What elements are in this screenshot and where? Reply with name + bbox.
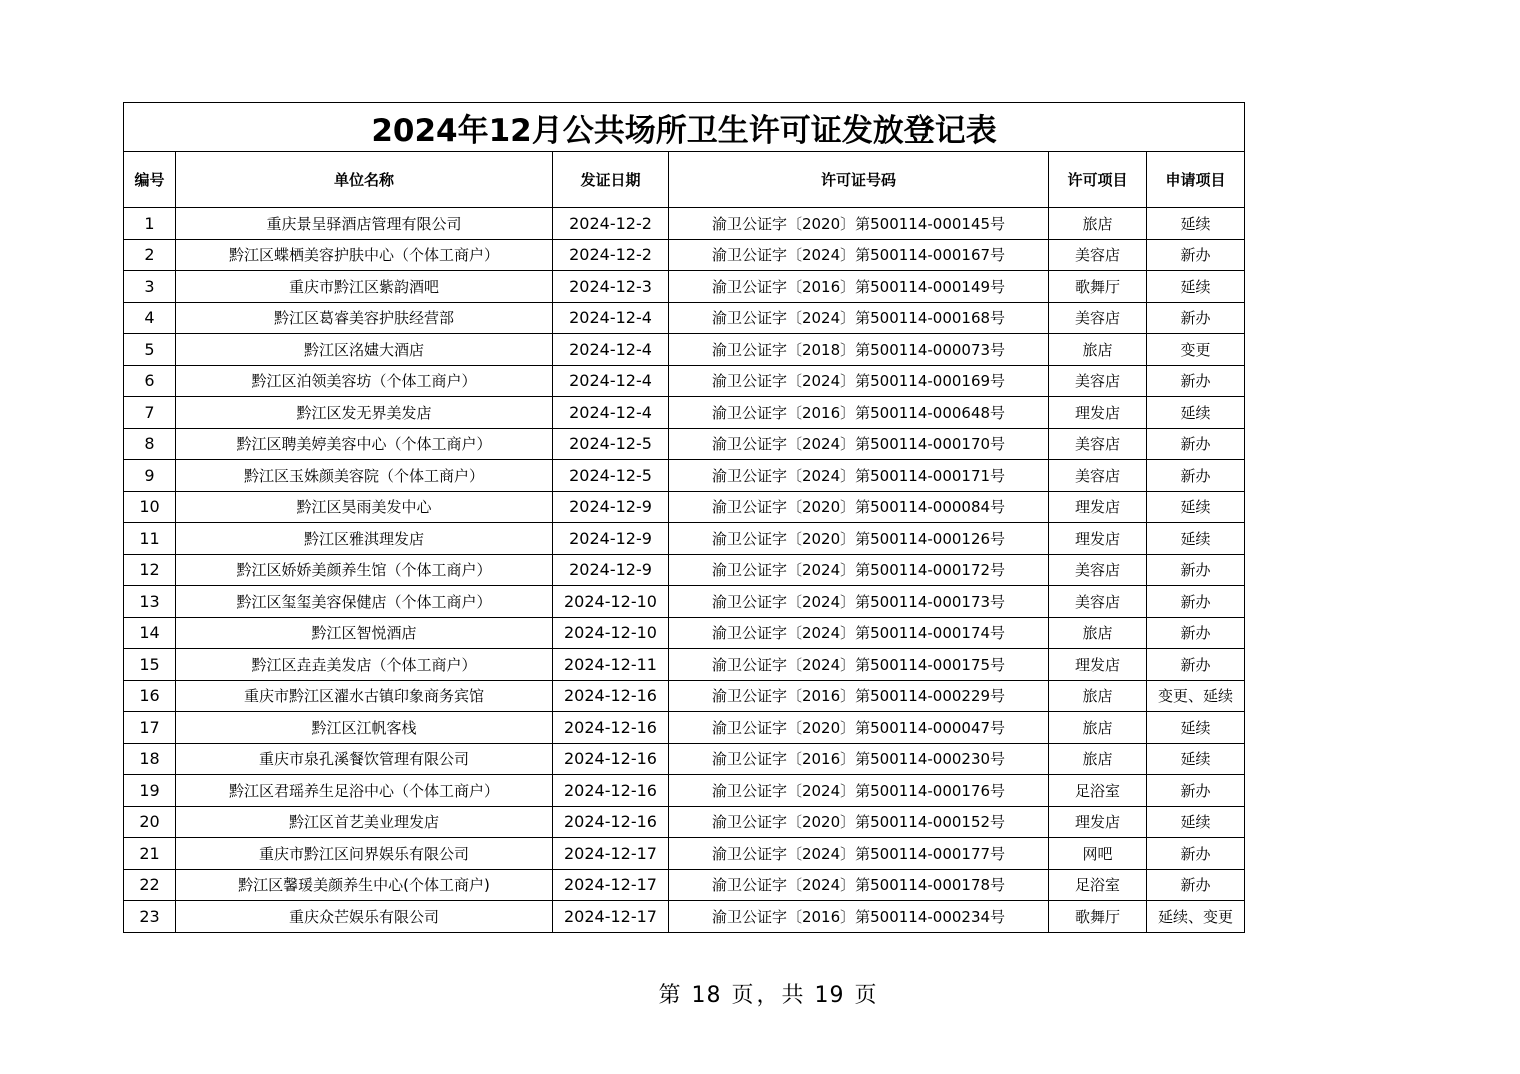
table-row bbox=[124, 397, 1245, 429]
cell-license-number: 渝卫公证字〔2024〕第500114-000169号 bbox=[669, 365, 1049, 397]
cell-unit-name: 黔江区首艺美业理发店 bbox=[176, 806, 553, 838]
cell-unit-name: 黔江区君瑶养生足浴中心（个体工商户） bbox=[176, 775, 553, 807]
cell-issue-date: 2024-12-5 bbox=[553, 428, 669, 460]
cell-number: 8 bbox=[124, 428, 176, 460]
cell-license-number: 渝卫公证字〔2020〕第500114-000047号 bbox=[669, 712, 1049, 744]
cell-unit-name: 黔江区垚垚美发店（个体工商户） bbox=[176, 649, 553, 681]
cell-license-item: 理发店 bbox=[1049, 397, 1147, 429]
cell-application-item: 新办 bbox=[1147, 869, 1245, 901]
cell-number: 18 bbox=[124, 743, 176, 775]
header-row bbox=[124, 152, 1245, 208]
cell-application-item: 延续 bbox=[1147, 743, 1245, 775]
table-row bbox=[124, 649, 1245, 681]
cell-application-item: 新办 bbox=[1147, 649, 1245, 681]
header-application-item: 申请项目 bbox=[1147, 152, 1245, 208]
cell-unit-name: 重庆众芒娱乐有限公司 bbox=[176, 901, 553, 933]
table-row bbox=[124, 302, 1245, 334]
cell-issue-date: 2024-12-9 bbox=[553, 491, 669, 523]
cell-unit-name: 黔江区玺玺美容保健店（个体工商户） bbox=[176, 586, 553, 618]
cell-number: 9 bbox=[124, 460, 176, 492]
cell-unit-name: 黔江区玉姝颜美容院（个体工商户） bbox=[176, 460, 553, 492]
cell-unit-name: 黔江区娇娇美颜养生馆（个体工商户） bbox=[176, 554, 553, 586]
cell-application-item: 新办 bbox=[1147, 239, 1245, 271]
cell-application-item: 新办 bbox=[1147, 460, 1245, 492]
cell-application-item: 变更 bbox=[1147, 334, 1245, 366]
cell-application-item: 变更、延续 bbox=[1147, 680, 1245, 712]
cell-unit-name: 黔江区江帆客栈 bbox=[176, 712, 553, 744]
cell-number: 15 bbox=[124, 649, 176, 681]
cell-license-number: 渝卫公证字〔2024〕第500114-000173号 bbox=[669, 586, 1049, 618]
cell-unit-name: 黔江区泊领美容坊（个体工商户） bbox=[176, 365, 553, 397]
cell-license-item: 足浴室 bbox=[1049, 775, 1147, 807]
cell-license-number: 渝卫公证字〔2024〕第500114-000178号 bbox=[669, 869, 1049, 901]
cell-license-item: 旅店 bbox=[1049, 208, 1147, 240]
table-row bbox=[124, 743, 1245, 775]
cell-issue-date: 2024-12-16 bbox=[553, 806, 669, 838]
header-unit-name: 单位名称 bbox=[176, 152, 553, 208]
cell-issue-date: 2024-12-10 bbox=[553, 586, 669, 618]
register-sheet bbox=[123, 102, 1244, 933]
cell-license-item: 旅店 bbox=[1049, 680, 1147, 712]
cell-issue-date: 2024-12-4 bbox=[553, 365, 669, 397]
footer-total-prefix: 共 bbox=[781, 983, 805, 1008]
cell-license-item: 网吧 bbox=[1049, 838, 1147, 870]
cell-unit-name: 重庆景呈驿酒店管理有限公司 bbox=[176, 208, 553, 240]
table-row bbox=[124, 617, 1245, 649]
cell-number: 3 bbox=[124, 271, 176, 303]
cell-application-item: 延续 bbox=[1147, 806, 1245, 838]
cell-issue-date: 2024-12-16 bbox=[553, 712, 669, 744]
cell-number: 6 bbox=[124, 365, 176, 397]
cell-license-number: 渝卫公证字〔2024〕第500114-000175号 bbox=[669, 649, 1049, 681]
cell-license-item: 美容店 bbox=[1049, 586, 1147, 618]
cell-license-item: 美容店 bbox=[1049, 239, 1147, 271]
cell-license-number: 渝卫公证字〔2016〕第500114-000234号 bbox=[669, 901, 1049, 933]
cell-license-item: 理发店 bbox=[1049, 523, 1147, 555]
cell-application-item: 延续 bbox=[1147, 208, 1245, 240]
cell-unit-name: 黔江区发无界美发店 bbox=[176, 397, 553, 429]
table-row bbox=[124, 208, 1245, 240]
cell-license-item: 旅店 bbox=[1049, 712, 1147, 744]
cell-license-number: 渝卫公证字〔2016〕第500114-000149号 bbox=[669, 271, 1049, 303]
cell-license-number: 渝卫公证字〔2016〕第500114-000230号 bbox=[669, 743, 1049, 775]
cell-issue-date: 2024-12-2 bbox=[553, 208, 669, 240]
cell-license-number: 渝卫公证字〔2020〕第500114-000084号 bbox=[669, 491, 1049, 523]
cell-unit-name: 黔江区聘美婷美容中心（个体工商户） bbox=[176, 428, 553, 460]
cell-application-item: 新办 bbox=[1147, 617, 1245, 649]
cell-number: 2 bbox=[124, 239, 176, 271]
footer-total-pages: 19 bbox=[814, 983, 845, 1008]
footer-total-unit: 页 bbox=[854, 983, 878, 1008]
cell-license-item: 理发店 bbox=[1049, 491, 1147, 523]
cell-application-item: 延续 bbox=[1147, 397, 1245, 429]
table-row bbox=[124, 680, 1245, 712]
cell-issue-date: 2024-12-2 bbox=[553, 239, 669, 271]
table-row bbox=[124, 806, 1245, 838]
cell-license-item: 旅店 bbox=[1049, 617, 1147, 649]
header-license-item: 许可项目 bbox=[1049, 152, 1147, 208]
cell-issue-date: 2024-12-11 bbox=[553, 649, 669, 681]
table-row bbox=[124, 901, 1245, 933]
footer-page-number: 18 bbox=[691, 983, 722, 1008]
table-row bbox=[124, 712, 1245, 744]
cell-issue-date: 2024-12-10 bbox=[553, 617, 669, 649]
cell-application-item: 延续、变更 bbox=[1147, 901, 1245, 933]
cell-application-item: 延续 bbox=[1147, 712, 1245, 744]
cell-issue-date: 2024-12-17 bbox=[553, 838, 669, 870]
table-row bbox=[124, 428, 1245, 460]
cell-application-item: 新办 bbox=[1147, 428, 1245, 460]
table-row bbox=[124, 869, 1245, 901]
cell-number: 1 bbox=[124, 208, 176, 240]
header-license-number: 许可证号码 bbox=[669, 152, 1049, 208]
cell-unit-name: 黔江区馨瑗美颜养生中心(个体工商户) bbox=[176, 869, 553, 901]
cell-application-item: 新办 bbox=[1147, 586, 1245, 618]
cell-application-item: 新办 bbox=[1147, 302, 1245, 334]
cell-application-item: 延续 bbox=[1147, 523, 1245, 555]
cell-application-item: 新办 bbox=[1147, 838, 1245, 870]
table-row bbox=[124, 271, 1245, 303]
page-footer bbox=[0, 978, 1520, 1009]
cell-license-item: 歌舞厅 bbox=[1049, 271, 1147, 303]
cell-number: 5 bbox=[124, 334, 176, 366]
cell-issue-date: 2024-12-4 bbox=[553, 334, 669, 366]
table-row bbox=[124, 523, 1245, 555]
header-issue-date: 发证日期 bbox=[553, 152, 669, 208]
cell-number: 14 bbox=[124, 617, 176, 649]
cell-license-item: 理发店 bbox=[1049, 806, 1147, 838]
cell-issue-date: 2024-12-4 bbox=[553, 302, 669, 334]
table-row bbox=[124, 365, 1245, 397]
cell-number: 23 bbox=[124, 901, 176, 933]
cell-license-item: 美容店 bbox=[1049, 365, 1147, 397]
cell-issue-date: 2024-12-3 bbox=[553, 271, 669, 303]
cell-license-item: 美容店 bbox=[1049, 460, 1147, 492]
footer-page-unit: 页 bbox=[731, 983, 755, 1008]
cell-license-number: 渝卫公证字〔2024〕第500114-000177号 bbox=[669, 838, 1049, 870]
cell-license-number: 渝卫公证字〔2024〕第500114-000176号 bbox=[669, 775, 1049, 807]
cell-number: 22 bbox=[124, 869, 176, 901]
table-row bbox=[124, 838, 1245, 870]
cell-unit-name: 重庆市泉孔溪餐饮管理有限公司 bbox=[176, 743, 553, 775]
cell-number: 10 bbox=[124, 491, 176, 523]
cell-number: 21 bbox=[124, 838, 176, 870]
table-row bbox=[124, 554, 1245, 586]
cell-license-number: 渝卫公证字〔2018〕第500114-000073号 bbox=[669, 334, 1049, 366]
cell-license-number: 渝卫公证字〔2024〕第500114-000171号 bbox=[669, 460, 1049, 492]
cell-license-number: 渝卫公证字〔2016〕第500114-000229号 bbox=[669, 680, 1049, 712]
cell-license-number: 渝卫公证字〔2024〕第500114-000174号 bbox=[669, 617, 1049, 649]
cell-number: 12 bbox=[124, 554, 176, 586]
footer-separator: ， bbox=[756, 983, 780, 1008]
footer-prefix: 第 bbox=[658, 983, 682, 1008]
cell-issue-date: 2024-12-5 bbox=[553, 460, 669, 492]
table-row bbox=[124, 239, 1245, 271]
cell-application-item: 延续 bbox=[1147, 491, 1245, 523]
cell-license-number: 渝卫公证字〔2024〕第500114-000168号 bbox=[669, 302, 1049, 334]
cell-license-number: 渝卫公证字〔2024〕第500114-000170号 bbox=[669, 428, 1049, 460]
cell-number: 17 bbox=[124, 712, 176, 744]
table-title: 2024年12月公共场所卫生许可证发放登记表 bbox=[124, 103, 1245, 152]
cell-issue-date: 2024-12-16 bbox=[553, 743, 669, 775]
cell-issue-date: 2024-12-9 bbox=[553, 523, 669, 555]
table-row bbox=[124, 491, 1245, 523]
cell-license-number: 渝卫公证字〔2020〕第500114-000152号 bbox=[669, 806, 1049, 838]
cell-issue-date: 2024-12-16 bbox=[553, 680, 669, 712]
table-row bbox=[124, 775, 1245, 807]
cell-license-item: 理发店 bbox=[1049, 649, 1147, 681]
cell-number: 7 bbox=[124, 397, 176, 429]
cell-unit-name: 黔江区洺嫿大酒店 bbox=[176, 334, 553, 366]
cell-unit-name: 黔江区昊雨美发中心 bbox=[176, 491, 553, 523]
cell-number: 11 bbox=[124, 523, 176, 555]
cell-unit-name: 黔江区蝶栖美容护肤中心（个体工商户） bbox=[176, 239, 553, 271]
cell-unit-name: 黔江区葛睿美容护肤经营部 bbox=[176, 302, 553, 334]
cell-license-number: 渝卫公证字〔2024〕第500114-000172号 bbox=[669, 554, 1049, 586]
cell-issue-date: 2024-12-9 bbox=[553, 554, 669, 586]
cell-license-item: 旅店 bbox=[1049, 334, 1147, 366]
cell-issue-date: 2024-12-17 bbox=[553, 869, 669, 901]
license-register-table bbox=[123, 102, 1245, 933]
cell-license-item: 旅店 bbox=[1049, 743, 1147, 775]
table-row bbox=[124, 334, 1245, 366]
cell-unit-name: 重庆市黔江区问界娱乐有限公司 bbox=[176, 838, 553, 870]
table-row bbox=[124, 586, 1245, 618]
cell-issue-date: 2024-12-17 bbox=[553, 901, 669, 933]
cell-license-item: 美容店 bbox=[1049, 428, 1147, 460]
cell-license-item: 歌舞厅 bbox=[1049, 901, 1147, 933]
cell-application-item: 新办 bbox=[1147, 365, 1245, 397]
cell-license-item: 美容店 bbox=[1049, 554, 1147, 586]
header-number: 编号 bbox=[124, 152, 176, 208]
cell-number: 19 bbox=[124, 775, 176, 807]
cell-number: 16 bbox=[124, 680, 176, 712]
cell-license-number: 渝卫公证字〔2020〕第500114-000145号 bbox=[669, 208, 1049, 240]
cell-unit-name: 重庆市黔江区紫韵酒吧 bbox=[176, 271, 553, 303]
cell-number: 20 bbox=[124, 806, 176, 838]
cell-application-item: 新办 bbox=[1147, 554, 1245, 586]
cell-unit-name: 黔江区雅淇理发店 bbox=[176, 523, 553, 555]
cell-unit-name: 重庆市黔江区濯水古镇印象商务宾馆 bbox=[176, 680, 553, 712]
cell-application-item: 延续 bbox=[1147, 271, 1245, 303]
cell-issue-date: 2024-12-16 bbox=[553, 775, 669, 807]
cell-license-item: 足浴室 bbox=[1049, 869, 1147, 901]
cell-issue-date: 2024-12-4 bbox=[553, 397, 669, 429]
cell-license-number: 渝卫公证字〔2024〕第500114-000167号 bbox=[669, 239, 1049, 271]
cell-license-item: 美容店 bbox=[1049, 302, 1147, 334]
cell-application-item: 新办 bbox=[1147, 775, 1245, 807]
cell-license-number: 渝卫公证字〔2016〕第500114-000648号 bbox=[669, 397, 1049, 429]
cell-unit-name: 黔江区智悦酒店 bbox=[176, 617, 553, 649]
cell-license-number: 渝卫公证字〔2020〕第500114-000126号 bbox=[669, 523, 1049, 555]
cell-number: 13 bbox=[124, 586, 176, 618]
cell-number: 4 bbox=[124, 302, 176, 334]
table-row bbox=[124, 460, 1245, 492]
